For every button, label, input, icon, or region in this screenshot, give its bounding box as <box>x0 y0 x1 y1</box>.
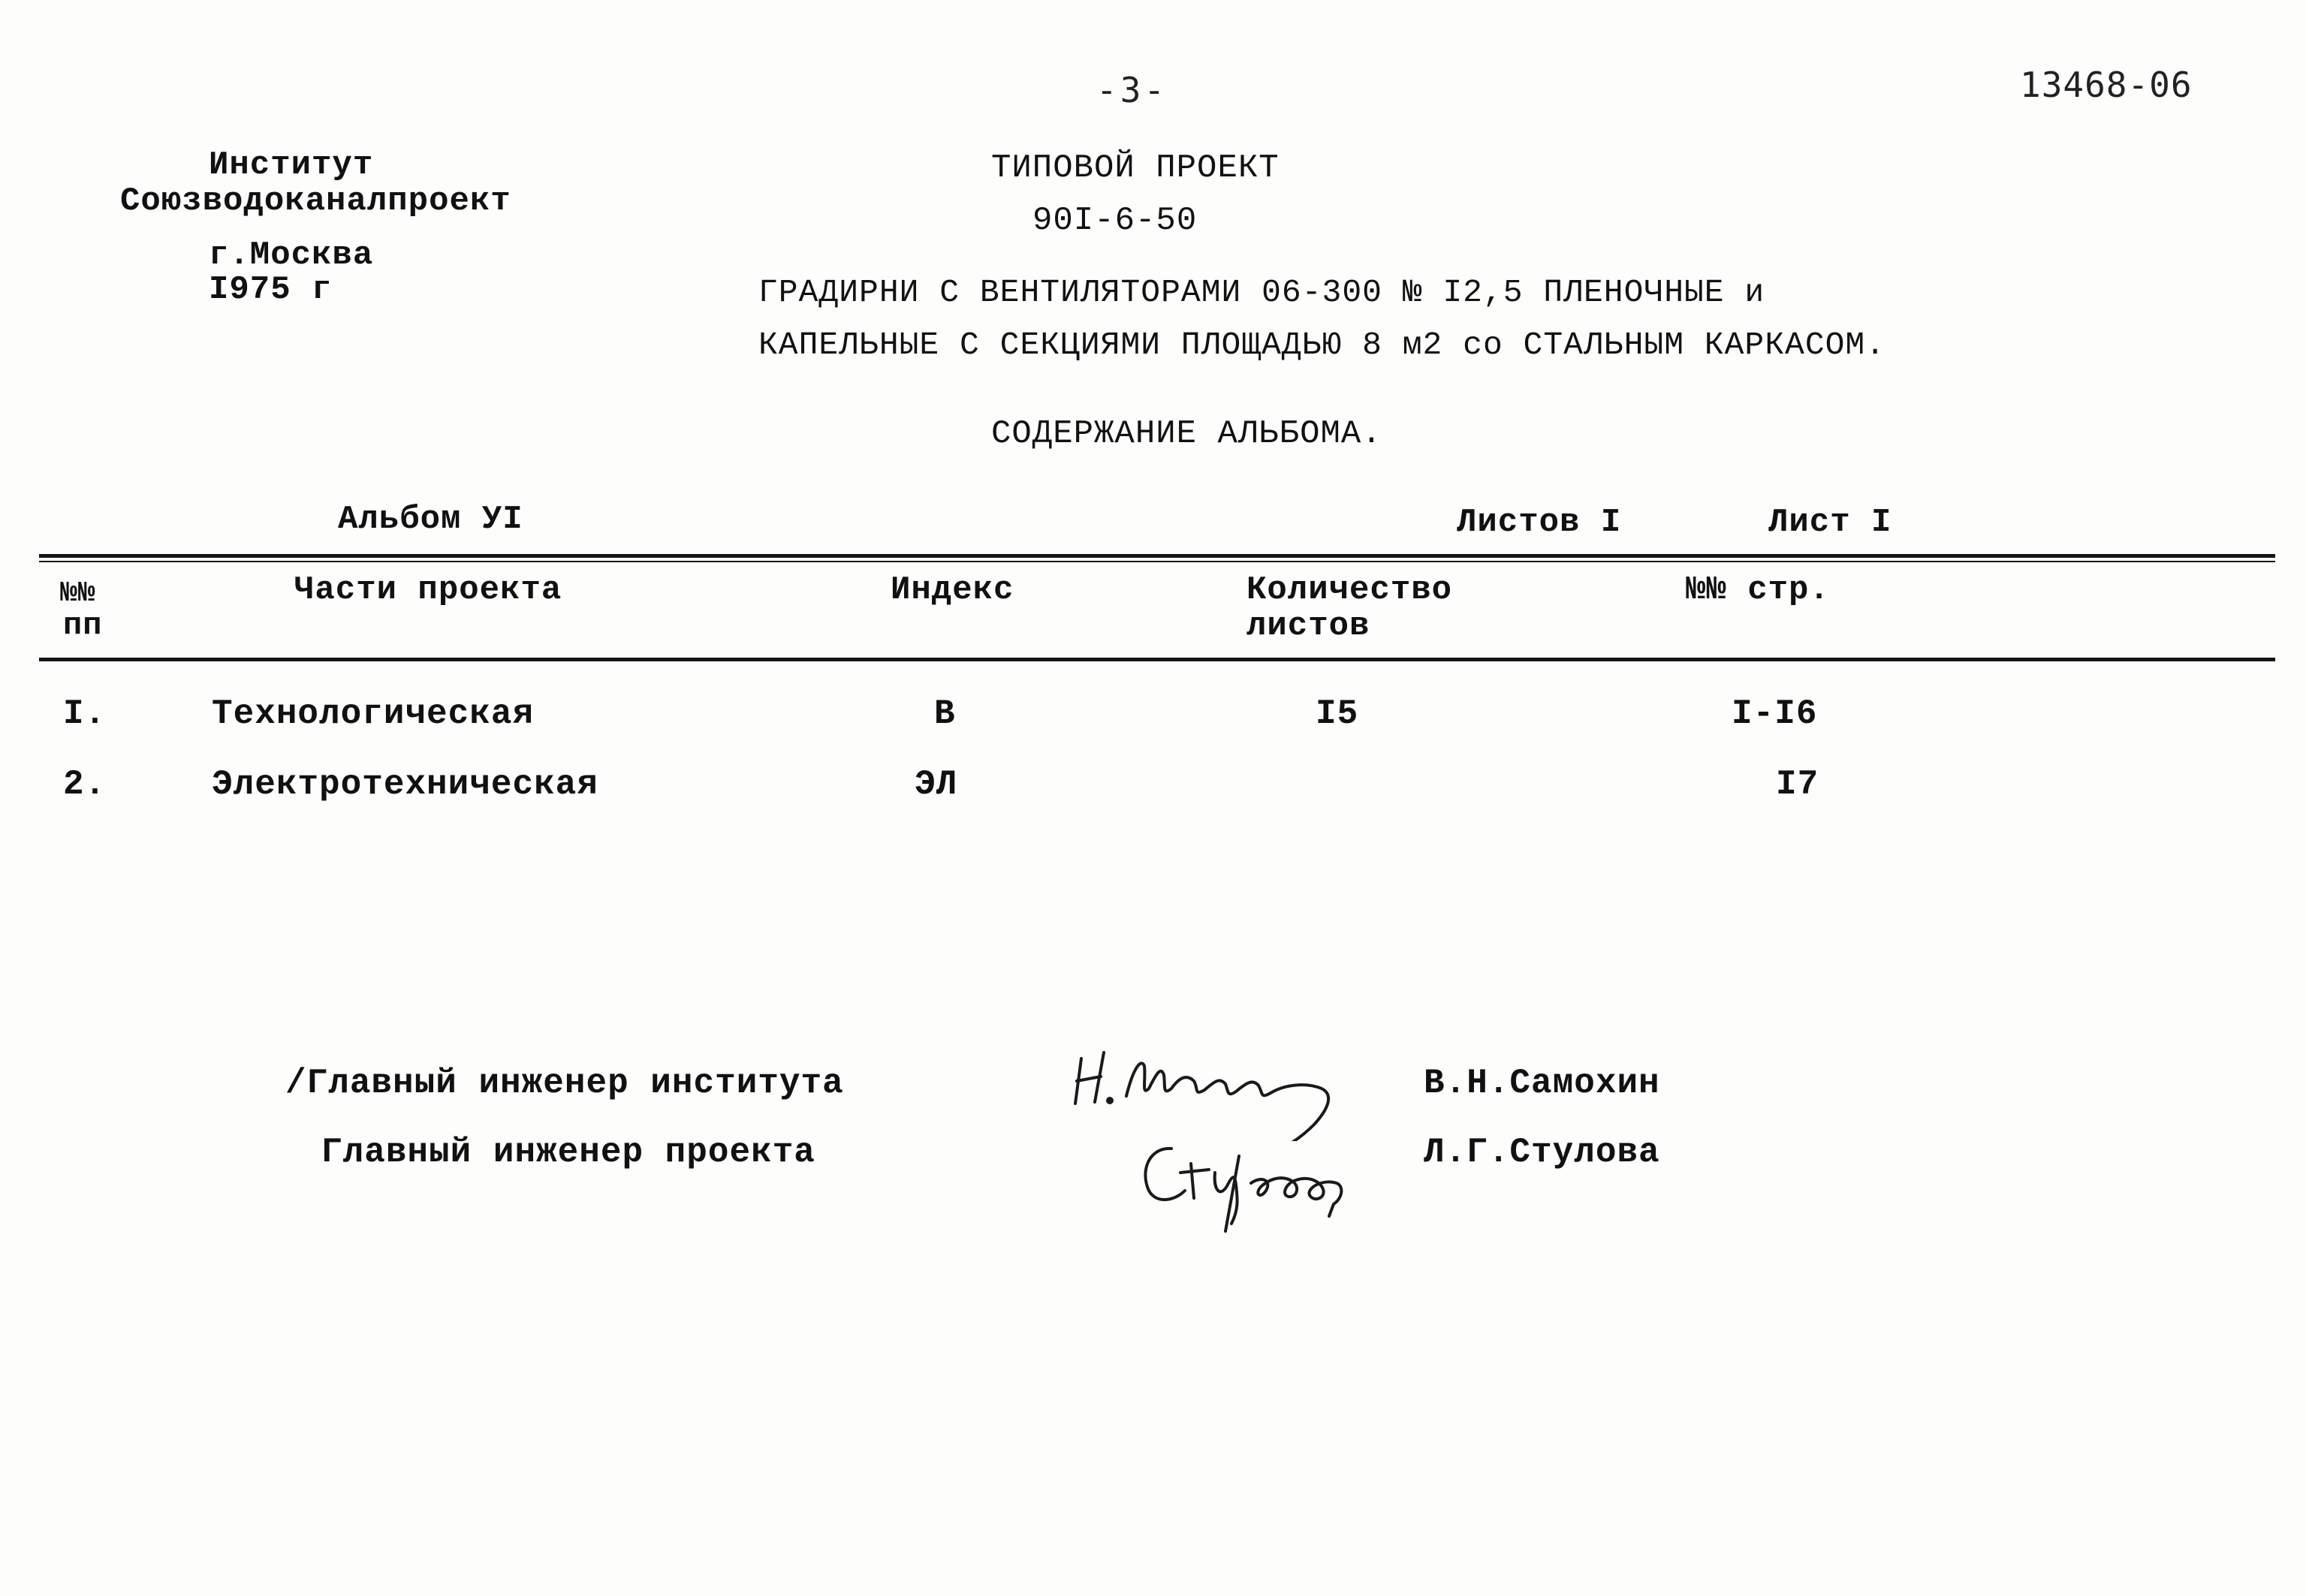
institute-name: Союзводоканалпроект <box>120 182 511 220</box>
signature-name-2: Л.Г.Стулова <box>1424 1133 1660 1172</box>
institute-city: г.Москва <box>209 236 374 274</box>
header-count-line2: листов <box>1246 607 1370 645</box>
row-1-pages: I-I6 <box>1732 694 1818 733</box>
row-1-part: Технологическая <box>212 694 535 733</box>
page-number: -3- <box>1096 70 1168 110</box>
header-num-line2: пп <box>63 607 103 643</box>
table-top-rule-thin <box>39 561 2275 562</box>
signature-role-2: Главный инженер проекта <box>321 1133 815 1172</box>
header-index: Индекс <box>891 571 1014 609</box>
row-2-part: Электротехническая <box>212 765 598 804</box>
row-2-index: ЭЛ <box>915 765 958 804</box>
signature-name-1: В.Н.Самохин <box>1424 1064 1660 1103</box>
table-header-rule <box>39 658 2275 661</box>
sheet-number: Лист I <box>1768 504 1892 541</box>
row-1-index: В <box>934 694 956 733</box>
handwritten-signature-1 <box>1066 1036 1382 1141</box>
project-number: 90I-6-50 <box>1032 202 1198 239</box>
institute-year: I975 г <box>209 271 333 309</box>
institute-label: Институт <box>209 146 374 184</box>
archive-stamp-number: 13468-06 <box>2020 65 2193 105</box>
row-2-pages: I7 <box>1776 765 1819 804</box>
handwritten-signature-2 <box>1126 1126 1397 1239</box>
album-label: Альбом УI <box>338 501 523 538</box>
project-label: ТИПОВОЙ ПРОЕКТ <box>991 149 1280 187</box>
row-1-count: I5 <box>1316 694 1359 733</box>
project-title-line1: ГРАДИРНИ С ВЕНТИЛЯТОРАМИ 06-300 № I2,5 ПЛЕНОЧНЫЕ и <box>758 274 1765 311</box>
table-top-rule <box>39 554 2275 558</box>
contents-title: СОДЕРЖАНИЕ АЛЬБОМА. <box>991 415 1382 453</box>
sheets-total: Листов I <box>1457 504 1622 541</box>
project-title-line2: КАПЕЛЬНЫЕ С СЕКЦИЯМИ ПЛОЩАДЬЮ 8 м2 со СТАЛЬНЫМ КАРКАСОМ. <box>758 327 1886 363</box>
row-2-num: 2. <box>63 765 107 804</box>
header-pages: №№ стр. <box>1686 571 1830 609</box>
header-part: Части проекта <box>294 571 562 609</box>
header-num: №№ <box>60 577 96 610</box>
header-count: Количество <box>1246 571 1453 609</box>
signature-role-1: /Главный инженер института <box>285 1064 844 1103</box>
row-1-num: I. <box>63 694 107 733</box>
